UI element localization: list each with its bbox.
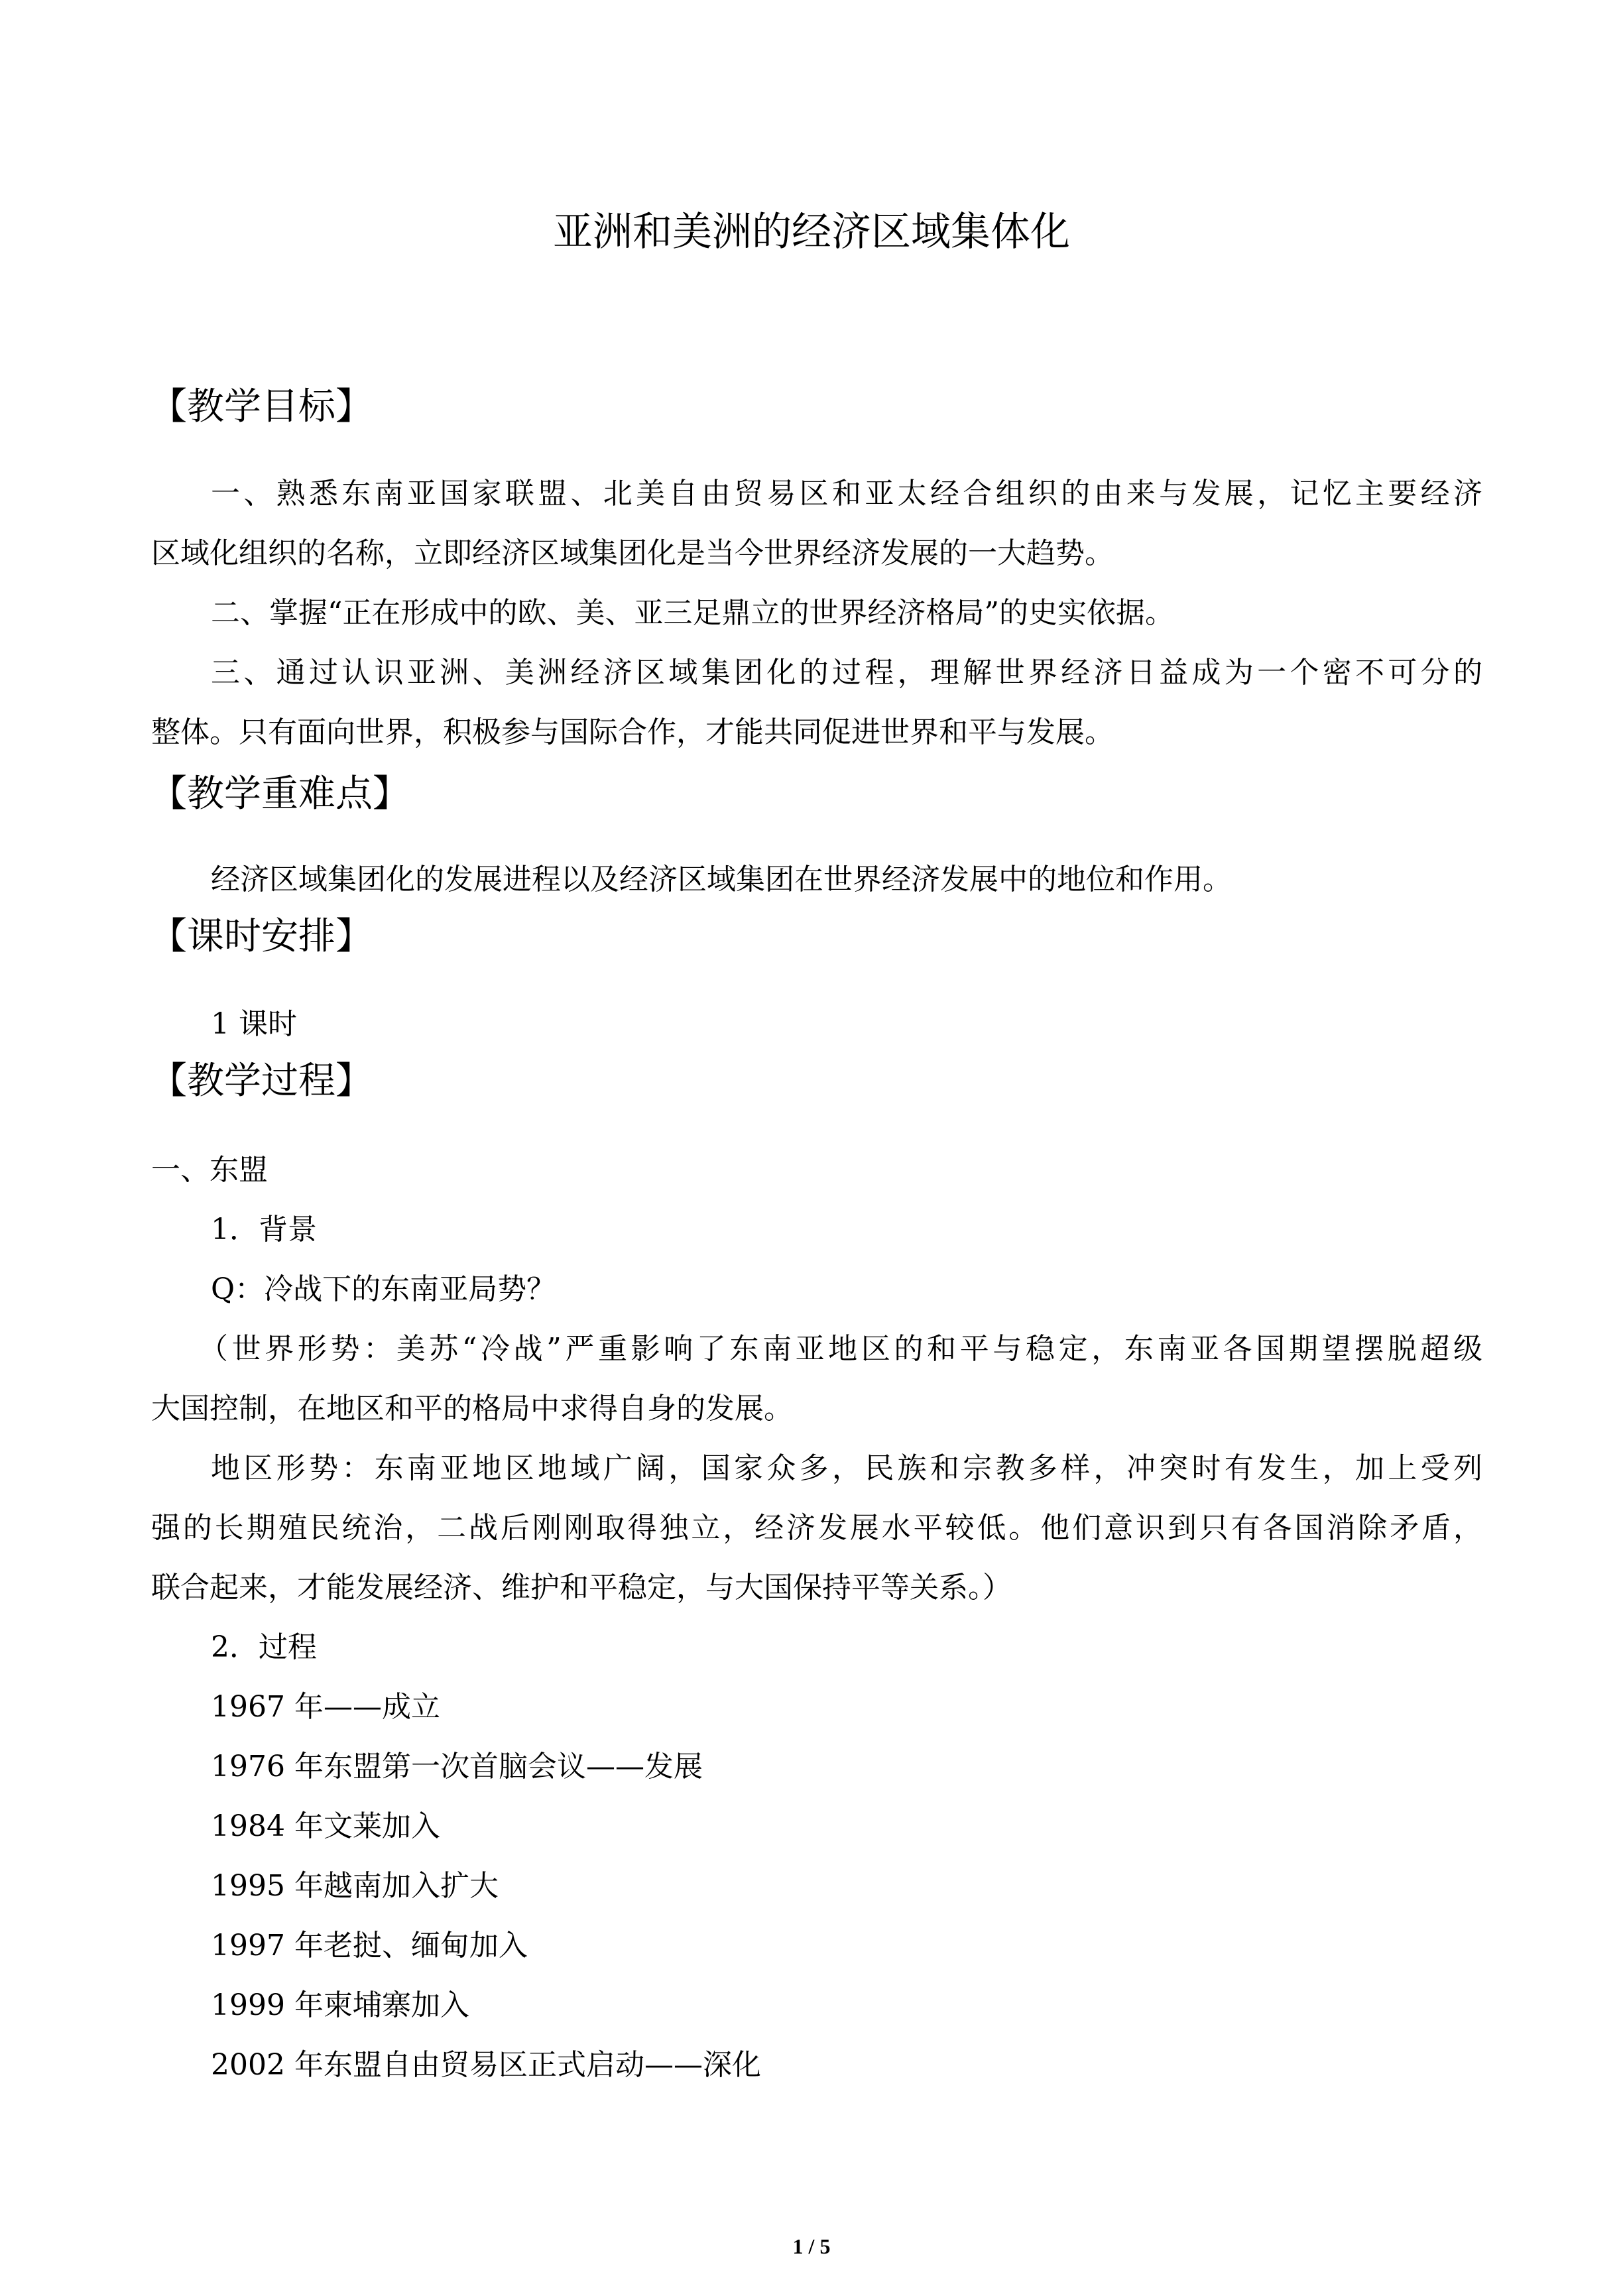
document-title: 亚洲和美洲的经济区域集体化	[553, 209, 1070, 255]
process-section-asean: 一、东盟	[151, 1153, 268, 1187]
objective-3-line-2: 整体。只有面向世界，积极参与国际合作，才能共同促进世界和平与发展。	[151, 715, 1114, 749]
timeline-item: 1997 年老挝、缅甸加入	[211, 1929, 528, 1963]
region-situation-line-2: 强的长期殖民统治，二战后刚刚取得独立，经济发展水平较低。他们意识到只有各国消除矛盾，	[151, 1511, 1482, 1545]
section-heading-process: 【教学过程】	[150, 1059, 373, 1103]
timeline-item: 1995 年越南加入扩大	[211, 1869, 499, 1903]
keypoints-text: 经济区域集团化的发展进程以及经济区域集团在世界经济发展中的地位和作用。	[211, 863, 1232, 896]
world-situation-line-1: （世界形势：美苏“冷战”严重影响了东南亚地区的和平与稳定，东南亚各国期望摆脱超级	[199, 1332, 1482, 1366]
schedule-text: 1 课时	[211, 1007, 297, 1041]
timeline-item: 1976 年东盟第一次首脑会议——发展	[211, 1750, 703, 1783]
timeline-item: 1984 年文莱加入	[211, 1809, 440, 1843]
objective-1-line-1: 一、熟悉东南亚国家联盟、北美自由贸易区和亚太经合组织的由来与发展，记忆主要经济	[211, 477, 1482, 511]
region-situation-line-1: 地区形势：东南亚地区地域广阔，国家众多，民族和宗教多样，冲突时有发生，加上受列	[211, 1451, 1482, 1485]
objective-1-line-2: 区域化组织的名称，立即经济区域集团化是当今世界经济发展的一大趋势。	[151, 536, 1114, 570]
timeline-item: 1999 年柬埔寨加入	[211, 1988, 469, 2022]
process-sub-process: 2．过程	[211, 1630, 317, 1664]
section-heading-keypoints: 【教学重难点】	[150, 772, 410, 816]
section-heading-objectives: 【教学目标】	[150, 385, 373, 428]
world-situation-line-2: 大国控制，在地区和平的格局中求得自身的发展。	[151, 1392, 793, 1425]
process-question: Q：冷战下的东南亚局势？	[211, 1272, 556, 1306]
objective-3-line-1: 三、通过认识亚洲、美洲经济区域集团化的过程，理解世界经济日益成为一个密不可分的	[211, 656, 1482, 690]
page-number: 1 / 5	[792, 2234, 831, 2258]
region-situation-line-3: 联合起来，才能发展经济、维护和平稳定，与大国保持平等关系。）	[151, 1571, 1012, 1604]
process-sub-background: 1．背景	[211, 1213, 317, 1246]
timeline-item: 1967 年——成立	[211, 1690, 440, 1724]
objective-2: 二、掌握“正在形成中的欧、美、亚三足鼎立的世界经济格局”的史实依据。	[211, 596, 1174, 630]
section-heading-schedule: 【课时安排】	[150, 915, 373, 958]
timeline-item: 2002 年东盟自由贸易区正式启动——深化	[211, 2048, 761, 2082]
